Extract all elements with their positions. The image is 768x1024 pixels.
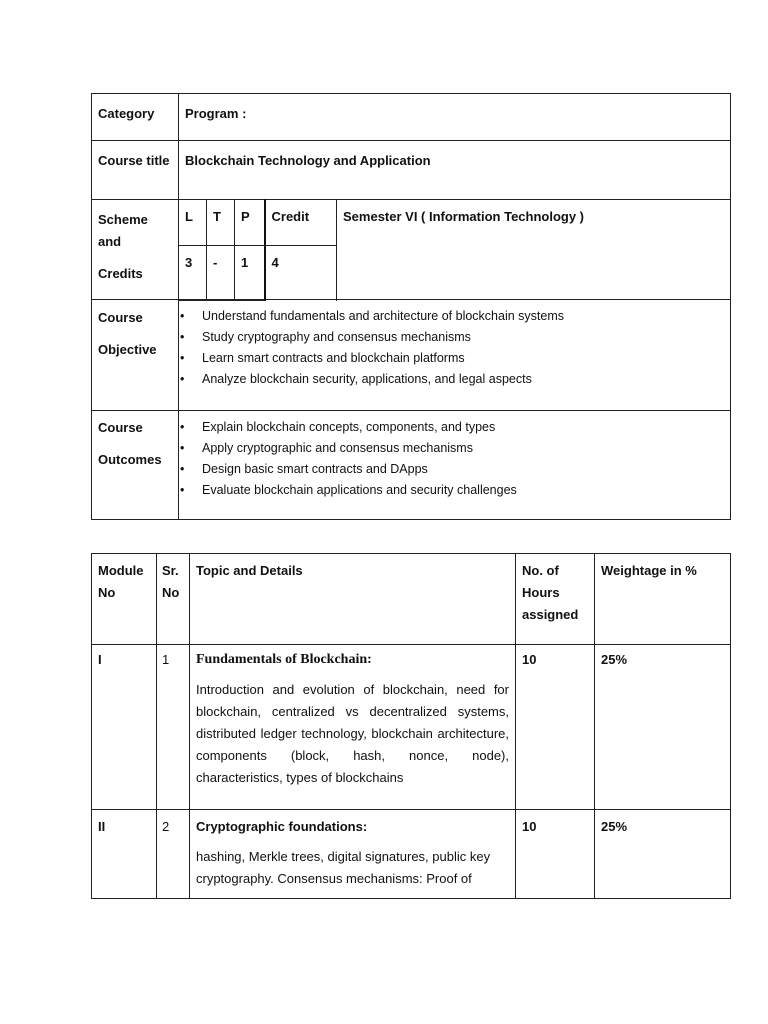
weightage-header: Weightage in %	[601, 563, 697, 578]
outcome-item: • Design basic smart contracts and DApps	[202, 459, 730, 480]
objective-label-2: Objective	[98, 342, 157, 357]
topic-details: hashing, Merkle trees, digital signatures, public key cryptography. Consensus mechanisms: Proof of	[196, 849, 491, 886]
objective-item: • Study cryptography and consensus mechanisms	[202, 327, 730, 348]
course-title-value: Blockchain Technology and Application	[185, 153, 431, 168]
t-value: -	[207, 246, 235, 301]
sr-no: 2	[162, 819, 170, 834]
sr-header: Sr.	[162, 563, 179, 578]
module-no: II	[98, 819, 106, 834]
weightage-value: 25%	[601, 819, 628, 834]
table-row	[92, 645, 731, 810]
scheme-row	[92, 200, 731, 300]
p-label: P	[235, 200, 265, 246]
topic-title: Cryptographic foundations:	[196, 819, 368, 834]
l-label: L	[179, 200, 207, 246]
program-label: Program :	[185, 106, 247, 121]
hours-value: 10	[522, 819, 537, 834]
objective-item: • Analyze blockchain security, applications, and legal aspects	[202, 369, 730, 390]
module-no: I	[98, 652, 102, 667]
outcome-item: • Apply cryptographic and consensus mechanisms	[202, 438, 730, 459]
objective-label: Course	[98, 310, 143, 325]
scheme-label-and: and	[98, 234, 122, 249]
topic-details: Introduction and evolution of blockchain, need for blockchain, centralized vs decentralized systems, distributed ledger technology, blockchain architecture, components (block, hash, nonce, node), characteristics, types of blockchains	[196, 682, 509, 785]
ltp-credit-table	[178, 199, 337, 301]
category-row	[92, 94, 731, 141]
objective-row	[92, 300, 731, 411]
credit-value: 4	[265, 246, 337, 301]
topic-header: Topic and Details	[196, 563, 303, 578]
outcomes-label-2: Outcomes	[98, 452, 162, 467]
semester-label: Semester VI ( Information Technology )	[343, 209, 585, 224]
credit-label: Credit	[265, 200, 337, 246]
p-value: 1	[235, 246, 265, 301]
module-header: Module	[98, 563, 144, 578]
objectives-list	[179, 300, 730, 390]
table-row	[92, 810, 731, 899]
module-header-no: No	[98, 585, 116, 600]
outcome-item: • Evaluate blockchain applications and security challenges	[202, 480, 730, 501]
scheme-label: Scheme	[98, 212, 148, 227]
outcome-item: • Explain blockchain concepts, components, and types	[202, 417, 730, 438]
hours-value: 10	[522, 652, 537, 667]
t-label: T	[207, 200, 235, 246]
topic-title: Fundamentals of Blockchain:	[196, 652, 372, 667]
hours-header-2: Hours	[522, 585, 560, 600]
objective-item: • Understand fundamentals and architecture of blockchain systems	[202, 306, 730, 327]
sr-no: 1	[162, 652, 170, 667]
course-info-table	[91, 93, 731, 520]
credits-label: Credits	[98, 266, 143, 281]
module-header-row	[92, 554, 731, 645]
category-label: Category	[98, 106, 155, 121]
hours-header-3: assigned	[522, 607, 579, 622]
weightage-value: 25%	[601, 652, 628, 667]
outcomes-row	[92, 411, 731, 520]
module-table	[91, 553, 731, 899]
outcomes-label: Course	[98, 420, 143, 435]
outcomes-list	[179, 411, 730, 501]
course-title-label: Course title	[98, 153, 170, 168]
l-value: 3	[179, 246, 207, 301]
course-title-row	[92, 141, 731, 200]
objective-item: • Learn smart contracts and blockchain platforms	[202, 348, 730, 369]
hours-header: No. of	[522, 563, 559, 578]
sr-header-no: No	[162, 585, 180, 600]
